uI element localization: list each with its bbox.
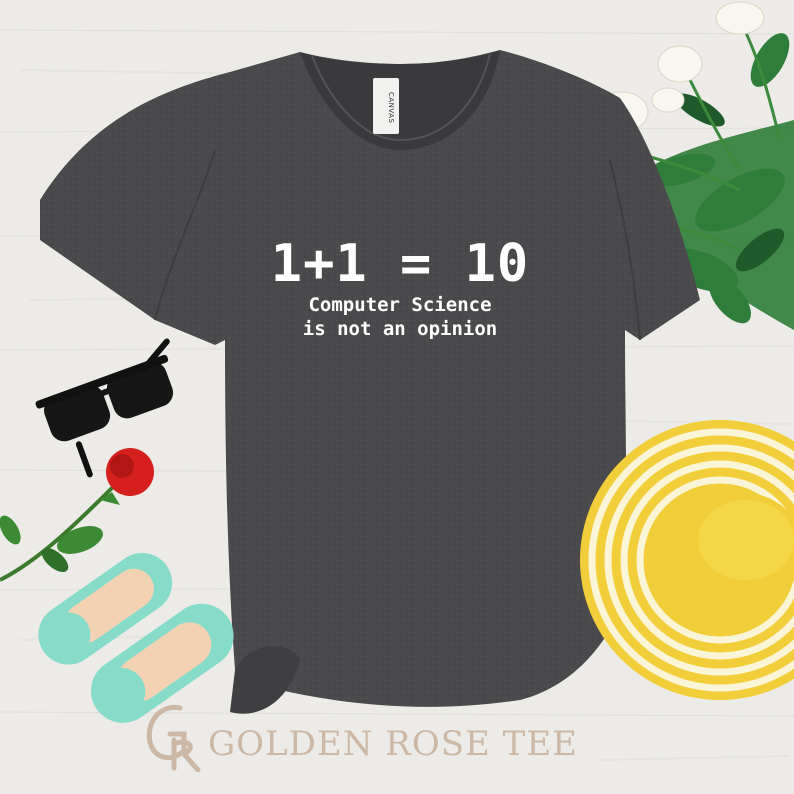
print-line-1: Computer Science xyxy=(308,294,492,316)
brand-monogram-logo xyxy=(140,700,204,772)
neck-tag-label: CANVAS xyxy=(387,92,395,124)
print-line-2: is not an opinion xyxy=(302,318,498,340)
equation-text: 1+1 = 10 xyxy=(270,234,530,294)
brand-watermark: GOLDEN ROSE TEE xyxy=(208,724,578,764)
